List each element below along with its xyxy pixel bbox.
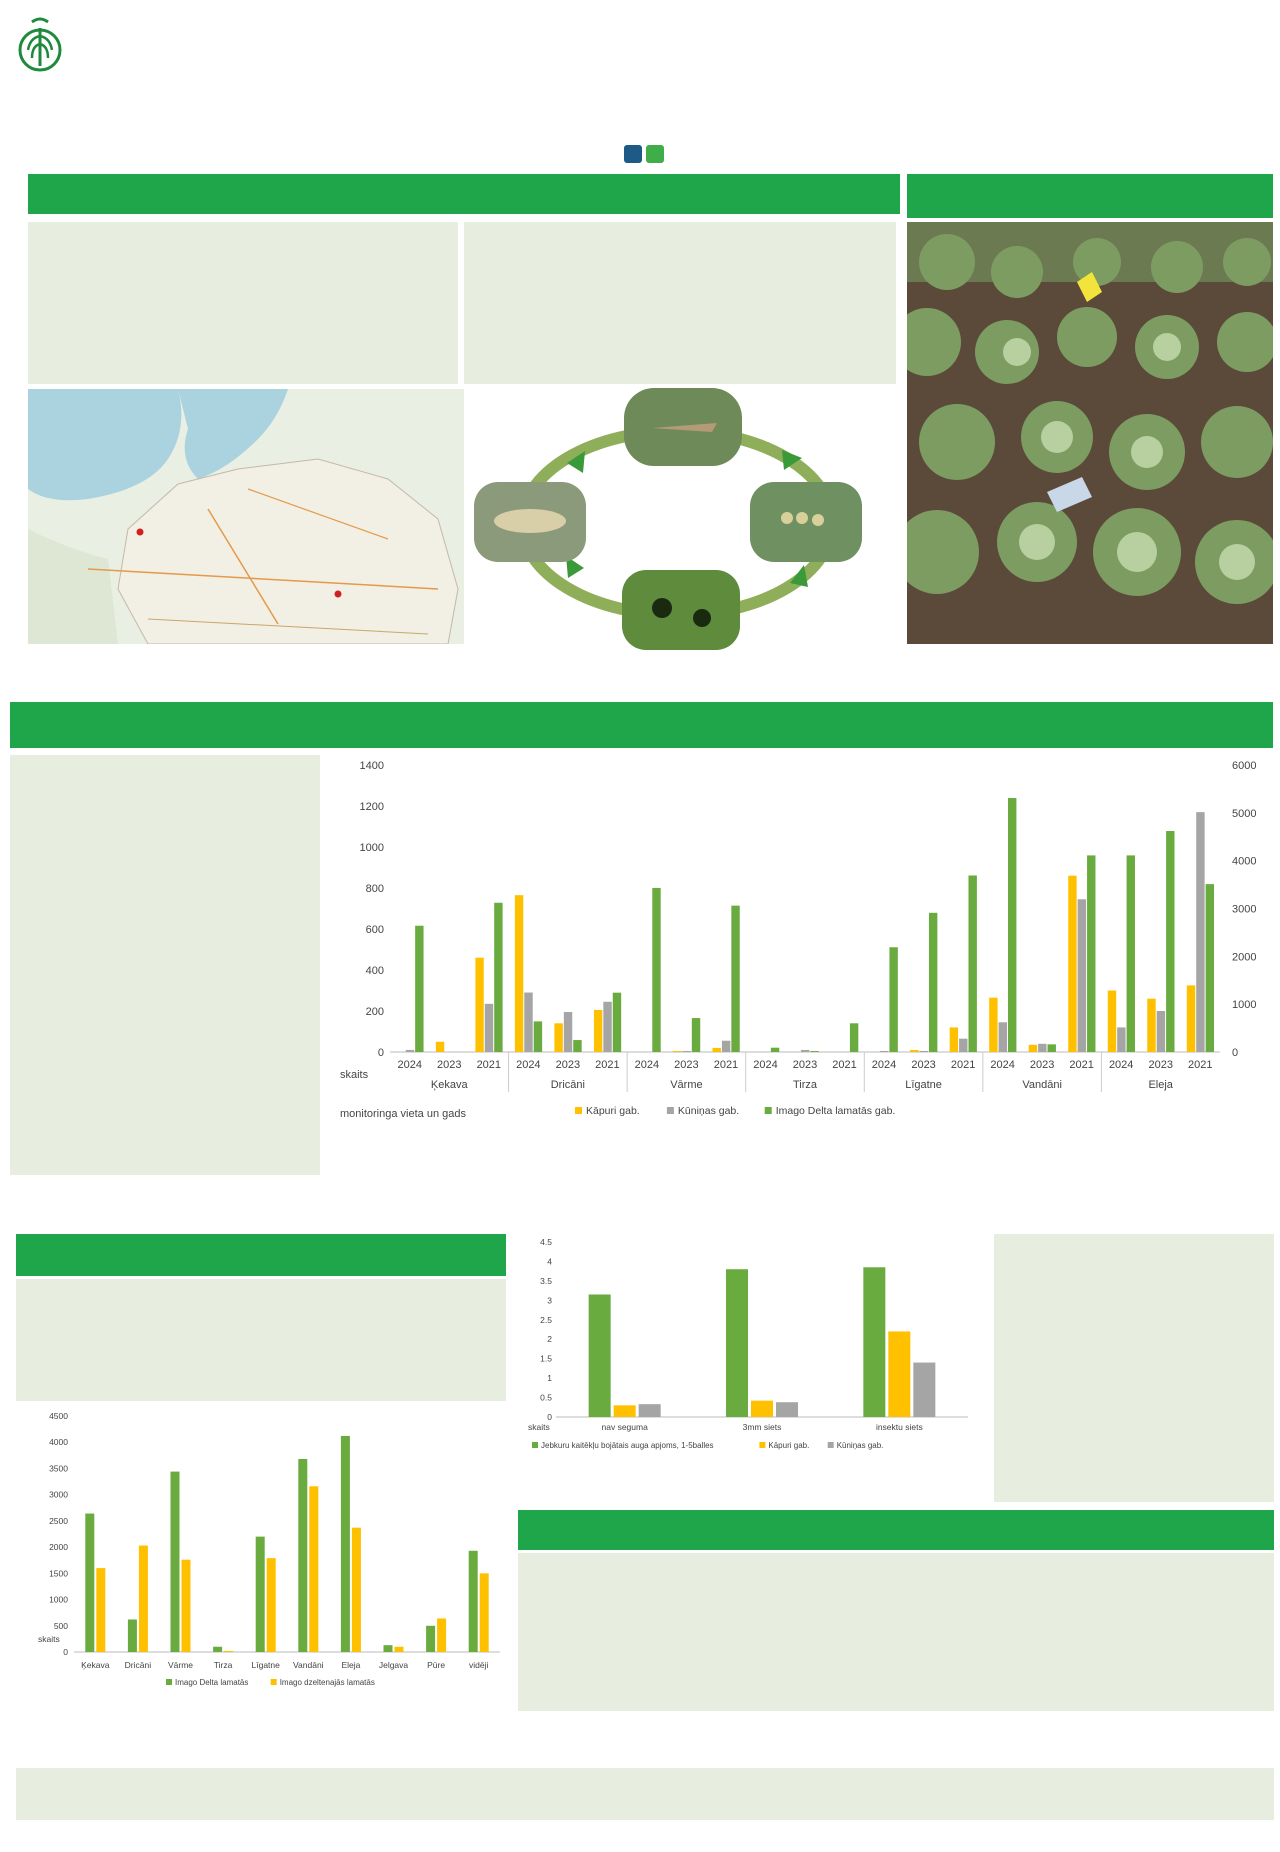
- bar: [771, 1048, 779, 1052]
- year-label: 2021: [1069, 1059, 1094, 1071]
- y-left-tick-label: 600: [365, 924, 384, 936]
- y-tick-label: 4500: [49, 1411, 68, 1421]
- results-heading: [16, 1234, 506, 1276]
- year-label: 2023: [1029, 1059, 1055, 1071]
- y-tick-label: 2000: [49, 1542, 68, 1553]
- larva-photo: [622, 570, 740, 650]
- agrihorts-logo: [624, 145, 668, 163]
- bar: [910, 1050, 918, 1052]
- legend-label: Imago Delta lamatās: [175, 1678, 249, 1687]
- university-emblem-icon: [18, 16, 62, 80]
- bar: [639, 1404, 661, 1417]
- year-label: 2024: [1108, 1059, 1134, 1071]
- group-label: Tirza: [792, 1079, 818, 1091]
- group-label: Vārme: [670, 1079, 703, 1091]
- year-label: 2023: [792, 1059, 818, 1071]
- bar: [751, 1401, 773, 1417]
- year-label: 2021: [713, 1059, 739, 1071]
- year-label: 2023: [555, 1059, 581, 1071]
- bar: [810, 1051, 818, 1052]
- year-label: 2023: [437, 1059, 462, 1071]
- y-axis-label: skaits: [528, 1422, 550, 1432]
- ievads-heading: [28, 174, 900, 214]
- chart-fig6: [528, 1234, 988, 1464]
- conclusions-panel: [518, 1553, 1274, 1711]
- category-label: 3mm siets: [742, 1422, 782, 1432]
- category-label: Eleja: [341, 1660, 361, 1670]
- y-tick-label: 3500: [49, 1463, 68, 1474]
- bar: [801, 1050, 809, 1052]
- bar: [85, 1514, 94, 1652]
- legend-swatch: [532, 1442, 538, 1448]
- chart-fig4: [340, 755, 1280, 1155]
- legend-swatch: [828, 1442, 834, 1448]
- y-right-tick-label: 5000: [1232, 807, 1257, 820]
- y-tick-label: 0: [547, 1412, 552, 1422]
- life-cycle-diagram: [472, 388, 882, 650]
- bar: [534, 1021, 542, 1052]
- bar: [652, 888, 660, 1052]
- category-label: Līgatne: [251, 1660, 280, 1670]
- group-label: Dricāni: [550, 1079, 585, 1091]
- bar: [494, 903, 502, 1052]
- category-label: Pūre: [427, 1660, 446, 1670]
- bar: [415, 926, 423, 1052]
- group-label: Eleja: [1148, 1079, 1173, 1091]
- bar: [999, 1022, 1007, 1052]
- bar: [673, 1051, 681, 1052]
- bar: [776, 1402, 798, 1417]
- footer-panel: [16, 1768, 1274, 1820]
- y-left-tick-label: 1400: [359, 760, 384, 772]
- category-label: Jelgava: [378, 1660, 409, 1670]
- methods-heading: [907, 174, 1273, 218]
- bar: [309, 1486, 318, 1652]
- year-label: 2024: [634, 1059, 660, 1071]
- y-tick-label: 0: [63, 1647, 68, 1657]
- bar: [1157, 1011, 1165, 1052]
- bar: [614, 1405, 636, 1417]
- y-tick-label: 2.5: [540, 1314, 552, 1325]
- y-tick-label: 1.5: [540, 1353, 552, 1364]
- bar: [1008, 798, 1016, 1052]
- bar: [863, 1267, 885, 1417]
- bar: [573, 1040, 581, 1052]
- x-axis-label: monitoringa vieta un gads: [340, 1108, 466, 1120]
- bar: [524, 993, 532, 1052]
- y-tick-label: 0.5: [540, 1392, 552, 1403]
- legend-swatch: [166, 1679, 172, 1685]
- bar: [1078, 899, 1086, 1052]
- y-tick-label: 3000: [49, 1489, 68, 1500]
- legend-label: Jebkuru kaitēkļu bojātais auga apjoms, 1-5balles: [541, 1441, 714, 1450]
- category-label: Dricāni: [124, 1660, 152, 1670]
- y-left-tick-label: 1200: [359, 801, 384, 813]
- year-label: 2023: [1148, 1059, 1173, 1071]
- category-label: Ķekava: [81, 1660, 110, 1670]
- bar: [1029, 1045, 1037, 1052]
- latvia-monitoring-map: [28, 389, 464, 644]
- category-label: Vandāni: [293, 1660, 324, 1670]
- y-left-tick-label: 1000: [359, 842, 384, 854]
- bar: [267, 1558, 276, 1652]
- bar: [1048, 1044, 1056, 1052]
- bar: [437, 1618, 446, 1652]
- bar: [1206, 884, 1214, 1052]
- bar: [1147, 999, 1155, 1052]
- agrihorts-shield-icon: [624, 145, 642, 163]
- legend-swatch: [271, 1679, 277, 1685]
- bar: [589, 1295, 611, 1418]
- field-photo-pure: [907, 222, 1273, 644]
- year-label: 2023: [674, 1059, 699, 1071]
- bar: [564, 1012, 572, 1052]
- y-tick-label: 500: [53, 1620, 68, 1631]
- y-right-tick-label: 6000: [1232, 760, 1257, 772]
- group-label: Līgatne: [905, 1079, 942, 1091]
- results-panel: [16, 1279, 506, 1401]
- bar: [469, 1551, 478, 1652]
- bar: [128, 1619, 137, 1652]
- legend-swatch: [575, 1107, 582, 1114]
- year-label: 2021: [476, 1059, 502, 1071]
- legend-label: Imago Delta lamatās gab.: [775, 1105, 896, 1117]
- y-tick-label: 2500: [49, 1515, 68, 1526]
- bar: [682, 1051, 690, 1052]
- year-label: 2024: [516, 1059, 541, 1071]
- y-tick-label: 3.5: [540, 1275, 552, 1286]
- bar: [352, 1528, 361, 1652]
- legend-swatch: [759, 1442, 765, 1448]
- y-left-tick-label: 0: [377, 1047, 384, 1059]
- observations-heading: [10, 702, 1273, 748]
- y-right-tick-label: 4000: [1232, 855, 1257, 868]
- bar: [888, 1331, 910, 1417]
- year-label: 2023: [911, 1059, 936, 1071]
- bar: [406, 1050, 414, 1052]
- bar: [968, 875, 976, 1052]
- bar: [171, 1472, 180, 1652]
- legend-swatch: [765, 1107, 772, 1114]
- y-tick-label: 4.5: [540, 1237, 552, 1247]
- bar: [692, 1018, 700, 1052]
- bar: [1038, 1044, 1046, 1052]
- year-label: 2021: [950, 1059, 976, 1071]
- bar: [713, 1048, 721, 1052]
- bar: [594, 1010, 602, 1052]
- category-label: vidēji: [469, 1660, 489, 1670]
- bar: [554, 1023, 562, 1052]
- legend-label: Kāpuri gab.: [586, 1105, 640, 1117]
- category-label: Tirza: [213, 1660, 233, 1670]
- y-left-tick-label: 200: [365, 1006, 384, 1018]
- year-label: 2021: [1187, 1059, 1213, 1071]
- y-tick-label: 1000: [49, 1594, 68, 1605]
- correlation-panel: [10, 755, 320, 1175]
- bar: [480, 1573, 489, 1652]
- y-left-tick-label: 400: [365, 965, 384, 977]
- bar: [726, 1269, 748, 1417]
- chart-fig5: [16, 1402, 506, 1694]
- bar: [213, 1647, 222, 1652]
- bar: [722, 1041, 730, 1052]
- bar: [1127, 855, 1135, 1052]
- bar: [1196, 812, 1204, 1052]
- bar: [139, 1546, 148, 1652]
- bar: [731, 906, 739, 1052]
- bar: [880, 1051, 888, 1052]
- group-label: Vandāni: [1022, 1079, 1062, 1091]
- year-label: 2021: [832, 1059, 857, 1071]
- bar: [426, 1626, 435, 1652]
- y-tick-label: 3: [547, 1295, 552, 1306]
- bar: [96, 1568, 105, 1652]
- y-left-tick-label: 800: [365, 883, 384, 895]
- year-label: 2024: [753, 1059, 778, 1071]
- bar: [950, 1027, 958, 1052]
- bar: [889, 947, 897, 1052]
- bar: [182, 1560, 191, 1652]
- y-axis-label: skaits: [340, 1069, 369, 1081]
- year-label: 2024: [397, 1059, 423, 1071]
- conclusions-heading: [518, 1510, 1274, 1550]
- bar: [1108, 991, 1116, 1053]
- bar: [959, 1039, 967, 1052]
- year-label: 2024: [990, 1059, 1015, 1071]
- university-logo: [18, 16, 168, 82]
- y-tick-label: 4: [547, 1256, 552, 1267]
- bar: [436, 1042, 444, 1052]
- legend-label: Kāpuri gab.: [768, 1441, 810, 1450]
- category-label: nav seguma: [601, 1422, 648, 1432]
- y-right-tick-label: 3000: [1232, 903, 1257, 916]
- bar: [515, 895, 523, 1052]
- bar: [929, 913, 937, 1052]
- bar: [1117, 1027, 1125, 1052]
- bar: [989, 998, 997, 1052]
- intro-panel: [28, 222, 458, 384]
- bar: [256, 1537, 265, 1652]
- agrihorts-sprout-icon: [646, 145, 664, 163]
- legend-swatch: [667, 1107, 674, 1114]
- bar: [1087, 855, 1095, 1052]
- bar: [1187, 985, 1195, 1052]
- y-axis-label: skaits: [38, 1634, 60, 1644]
- bar: [1166, 831, 1174, 1052]
- y-right-tick-label: 2000: [1232, 951, 1257, 964]
- y-tick-label: 4000: [49, 1437, 68, 1448]
- bar: [475, 958, 483, 1052]
- bar: [913, 1363, 935, 1417]
- bar: [341, 1436, 350, 1652]
- year-label: 2024: [871, 1059, 897, 1071]
- y-tick-label: 1: [547, 1373, 552, 1384]
- bar: [384, 1645, 393, 1652]
- bar: [1068, 876, 1076, 1052]
- tasks-panel: [464, 222, 896, 384]
- category-label: Vārme: [167, 1660, 194, 1670]
- y-tick-label: 1500: [49, 1568, 68, 1579]
- legend-label: Kūniņas gab.: [836, 1441, 884, 1450]
- affiliation-row: [0, 145, 1280, 163]
- bar: [395, 1647, 404, 1652]
- bar: [920, 1051, 928, 1052]
- category-label: insektu siets: [875, 1422, 923, 1432]
- bar: [224, 1651, 233, 1652]
- y-right-tick-label: 0: [1232, 1047, 1239, 1059]
- bar: [613, 993, 621, 1052]
- bar: [603, 1002, 611, 1052]
- year-label: 2021: [595, 1059, 620, 1071]
- legend-label: Imago dzeltenajās lamatās: [279, 1678, 375, 1687]
- bar: [850, 1023, 858, 1052]
- group-label: Ķekava: [430, 1079, 468, 1091]
- legend-label: Kūniņas gab.: [677, 1105, 740, 1117]
- bar: [298, 1459, 307, 1652]
- y-tick-label: 2: [547, 1334, 552, 1345]
- kruskal-panel: [994, 1234, 1274, 1502]
- bar: [485, 1004, 493, 1052]
- y-right-tick-label: 1000: [1232, 999, 1257, 1012]
